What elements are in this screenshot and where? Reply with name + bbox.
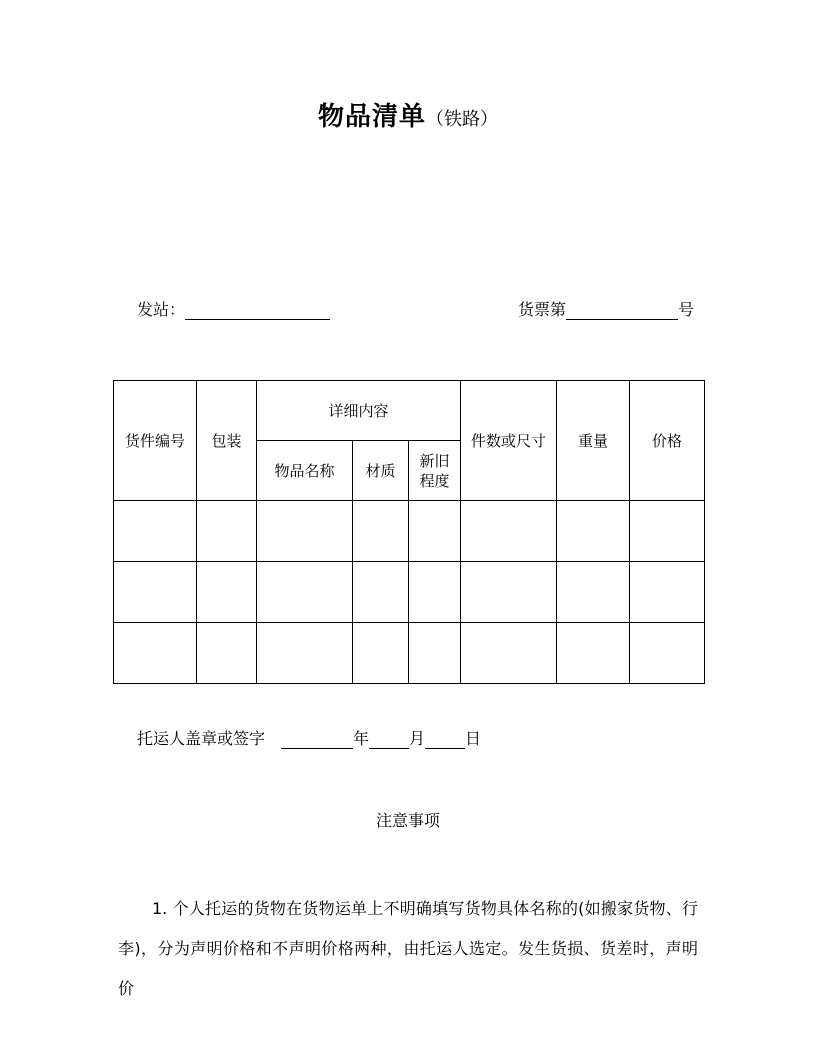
header-details: 详细内容 bbox=[257, 381, 461, 441]
table-cell[interactable] bbox=[409, 562, 461, 623]
table-cell[interactable] bbox=[630, 501, 705, 562]
header-price: 价格 bbox=[630, 381, 705, 501]
table-cell[interactable] bbox=[409, 501, 461, 562]
table-cell[interactable] bbox=[257, 501, 353, 562]
table-cell[interactable] bbox=[557, 501, 630, 562]
waybill-prefix-label: 货票第 bbox=[518, 300, 567, 319]
header-condition-line2: 程度 bbox=[419, 471, 450, 490]
day-input[interactable] bbox=[425, 731, 465, 749]
header-condition-line1: 新旧 bbox=[419, 451, 450, 470]
table-cell[interactable] bbox=[197, 623, 257, 684]
table-cell[interactable] bbox=[630, 562, 705, 623]
table-cell[interactable] bbox=[461, 623, 557, 684]
month-input[interactable] bbox=[369, 731, 409, 749]
header-quantity-size: 件数或尺寸 bbox=[461, 381, 557, 501]
table-cell[interactable] bbox=[114, 623, 197, 684]
notice-paragraph: 1. 个人托运的货物在货物运单上不明确填写货物具体名称的(如搬家货物、行李)，分为声明价格和不声明价格两种，由托运人选定。发生货损、货差时，声明价 bbox=[118, 899, 698, 998]
header-packaging: 包装 bbox=[197, 381, 257, 501]
header-material: 材质 bbox=[353, 441, 409, 501]
table-cell[interactable] bbox=[197, 562, 257, 623]
year-label: 年 bbox=[353, 729, 370, 748]
month-label: 月 bbox=[409, 729, 426, 748]
waybill-suffix-label: 号 bbox=[678, 300, 695, 319]
table-cell[interactable] bbox=[257, 623, 353, 684]
table-row bbox=[114, 501, 705, 562]
table-cell[interactable] bbox=[461, 501, 557, 562]
header-weight: 重量 bbox=[557, 381, 630, 501]
origin-station-field bbox=[137, 297, 330, 320]
signature-label: 托运人盖章或签字 bbox=[137, 729, 266, 748]
table-cell[interactable] bbox=[114, 501, 197, 562]
waybill-number-field bbox=[518, 297, 694, 320]
notice-title: 注意事项 bbox=[375, 811, 440, 830]
header-condition bbox=[409, 441, 461, 501]
table-cell[interactable] bbox=[461, 562, 557, 623]
table-cell[interactable] bbox=[630, 623, 705, 684]
table-cell[interactable] bbox=[409, 623, 461, 684]
table-cell[interactable] bbox=[353, 501, 409, 562]
header-item-name: 物品名称 bbox=[257, 441, 353, 501]
table-cell[interactable] bbox=[353, 562, 409, 623]
document-title bbox=[0, 96, 816, 133]
table-header-row bbox=[114, 381, 705, 441]
table-cell[interactable] bbox=[557, 623, 630, 684]
origin-station-input[interactable] bbox=[185, 302, 330, 320]
title-main: 物品清单 bbox=[317, 102, 426, 132]
origin-station-label: 发站： bbox=[137, 300, 186, 319]
year-input[interactable] bbox=[281, 731, 353, 749]
table-cell[interactable] bbox=[257, 562, 353, 623]
day-label: 日 bbox=[465, 729, 482, 748]
goods-list-table bbox=[113, 380, 705, 684]
table-cell[interactable] bbox=[197, 501, 257, 562]
table-row bbox=[114, 562, 705, 623]
waybill-number-input[interactable] bbox=[566, 302, 678, 320]
signature-line bbox=[137, 726, 481, 749]
title-subtitle: （铁路） bbox=[426, 109, 498, 130]
table-row bbox=[114, 623, 705, 684]
table-cell[interactable] bbox=[114, 562, 197, 623]
header-item-no: 货件编号 bbox=[114, 381, 197, 501]
table-cell[interactable] bbox=[353, 623, 409, 684]
table-cell[interactable] bbox=[557, 562, 630, 623]
